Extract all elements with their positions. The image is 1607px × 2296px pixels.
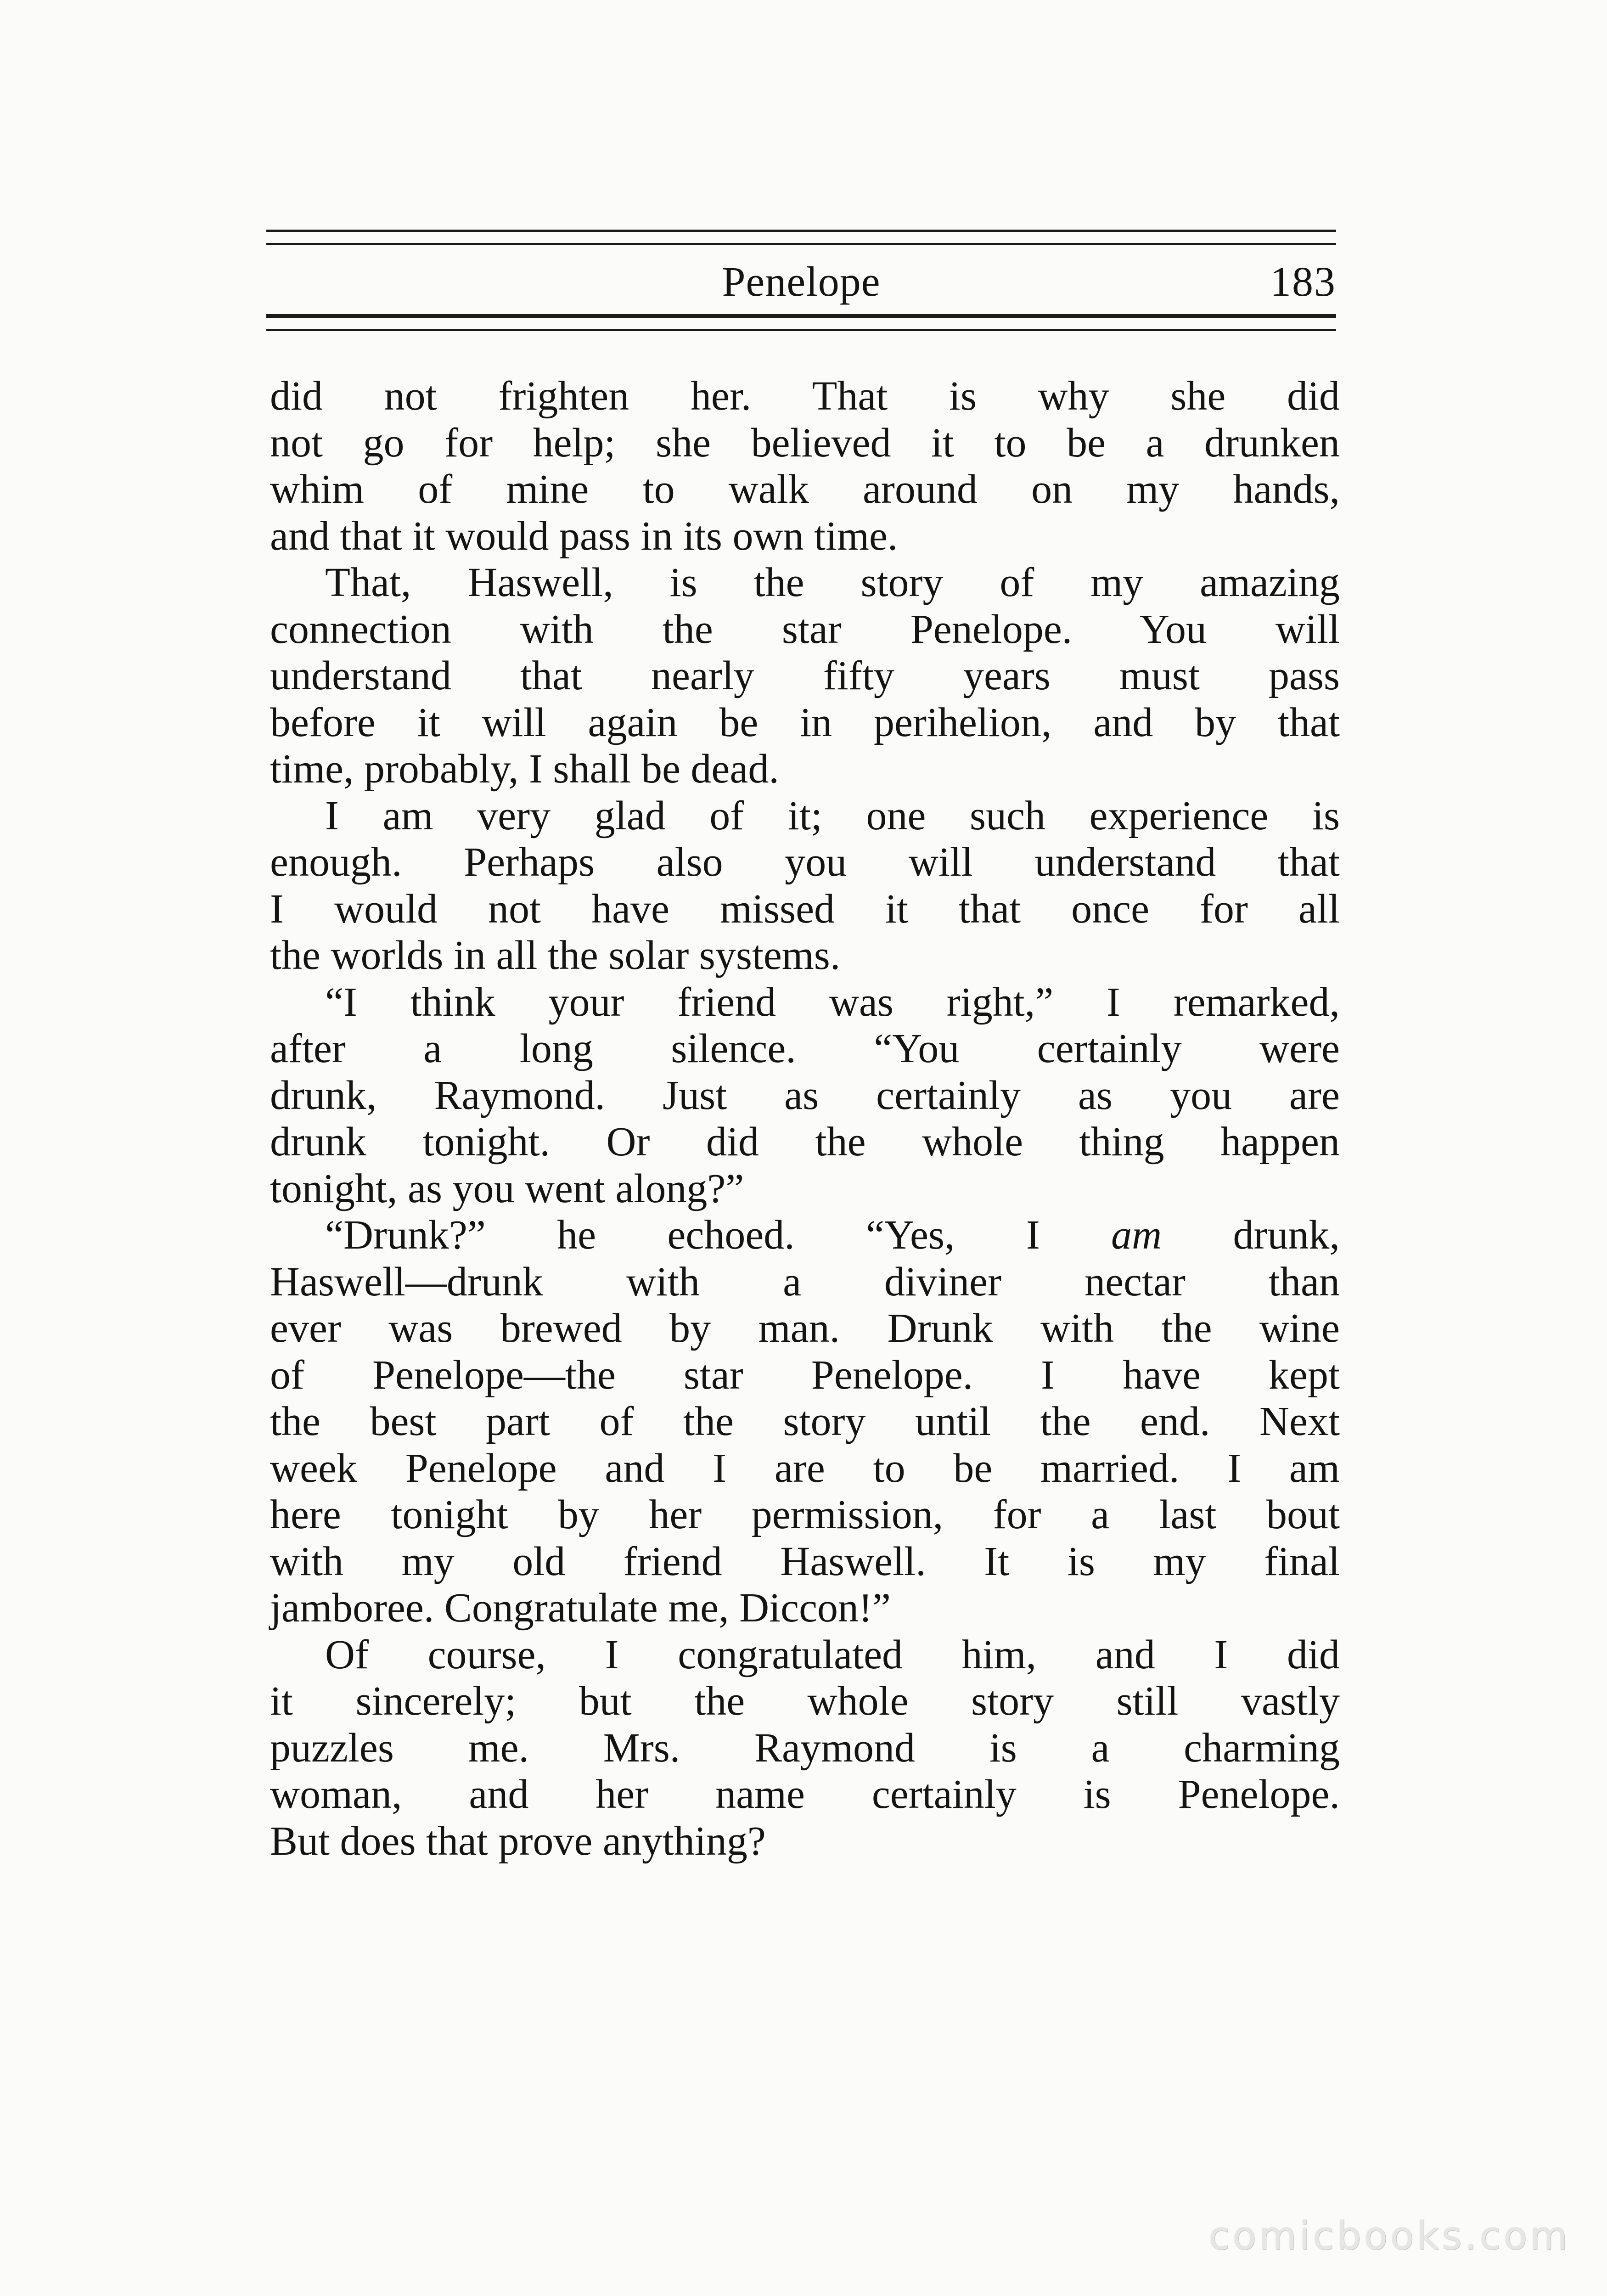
text-line: it sincerely; but the whole story still vastly — [270, 1678, 1340, 1724]
text-line: understand that nearly fifty years must pass — [270, 653, 1340, 698]
page-header — [266, 230, 1336, 331]
header-rule-bottom-2 — [266, 329, 1336, 331]
text-line: tonight, as you went along?” — [270, 1165, 744, 1211]
text-line: Of course, I congratulated him, and I did — [325, 1632, 1340, 1677]
text-line: with my old friend Haswell. It is my final — [270, 1538, 1340, 1584]
text-line: drunk, Raymond. Just as certainly as you are — [270, 1072, 1340, 1118]
text-line: But does that prove anything? — [270, 1818, 766, 1864]
text-line: whim of mine to walk around on my hands, — [270, 467, 1340, 512]
text-line: puzzles me. Mrs. Raymond is a charming — [270, 1725, 1340, 1771]
text-line: of Penelope—the star Penelope. I have kept — [270, 1352, 1340, 1398]
body-text — [270, 373, 1340, 1864]
text-line: the best part of the story until the end. Next — [270, 1399, 1340, 1444]
text-line: drunk tonight. Or did the whole thing happen — [270, 1119, 1340, 1165]
watermark: comicbooks.com — [1208, 2213, 1570, 2258]
text-line: after a long silence. “You certainly were — [270, 1026, 1340, 1071]
text-line: connection with the star Penelope. You will — [270, 606, 1340, 652]
text-segment: “Drunk?” he echoed. “Yes, I — [325, 1212, 1112, 1258]
text-segment: drunk, — [1162, 1212, 1340, 1258]
header-row — [266, 245, 1336, 314]
text-line: here tonight by her permission, for a last bout — [270, 1492, 1340, 1537]
text-line: Haswell—drunk with a diviner nectar than — [270, 1259, 1340, 1305]
text-line: I am very glad of it; one such experience is — [325, 793, 1340, 838]
text-line: I would not have missed it that once for all — [270, 886, 1340, 932]
text-line: time, probably, I shall be dead. — [270, 746, 779, 792]
text-line: week Penelope and I are to be married. I am — [270, 1445, 1340, 1491]
text-line: woman, and her name certainly is Penelope. — [270, 1772, 1340, 1817]
text-line: “I think your friend was right,” I remarked, — [325, 979, 1340, 1025]
header-rule-bottom-1 — [266, 314, 1336, 318]
text-line-emphasis — [270, 1212, 1340, 1259]
text-line: That, Haswell, is the story of my amazing — [325, 560, 1340, 605]
page-number: 183 — [1270, 258, 1336, 305]
text-line: ever was brewed by man. Drunk with the wine — [270, 1306, 1340, 1351]
text-line: did not frighten her. That is why she did — [270, 373, 1340, 419]
header-rule-top-1 — [266, 230, 1336, 232]
running-title: Penelope — [722, 258, 881, 305]
text-line: before it will again be in perihelion, and by that — [270, 699, 1340, 745]
text-line: and that it would pass in its own time. — [270, 513, 898, 559]
text-line: not go for help; she believed it to be a drunken — [270, 420, 1340, 466]
text-line: the worlds in all the solar systems. — [270, 933, 841, 978]
emphasized-word: am — [1111, 1212, 1162, 1258]
text-line: enough. Perhaps also you will understand that — [270, 839, 1340, 885]
text-line: jamboree. Congratulate me, Diccon!” — [270, 1585, 891, 1631]
